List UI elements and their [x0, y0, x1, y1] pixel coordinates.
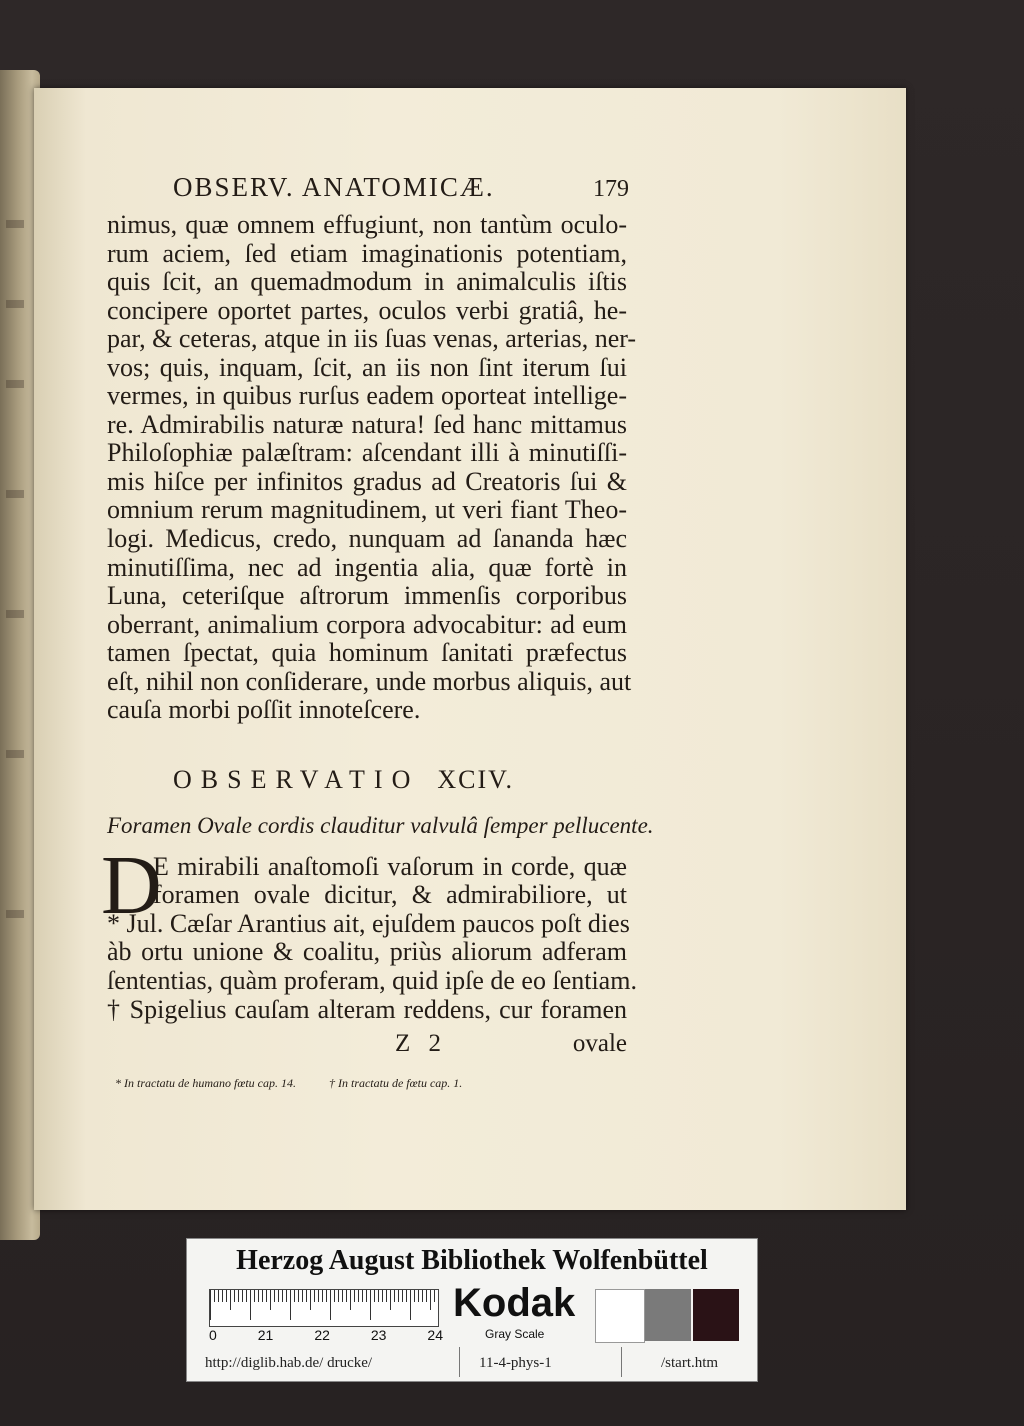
ruler-tick	[250, 1290, 251, 1320]
running-header	[173, 172, 629, 203]
ruler-tick	[358, 1290, 359, 1302]
ruler-tick	[406, 1290, 407, 1302]
text-line: nimus, quæ omnem effugiunt, non tantùm oculo-	[107, 210, 627, 239]
text-line: quis ſcit, an quemadmodum in animalculis iſtis	[107, 267, 627, 297]
text-line: * Jul. Cæſar Arantius ait, ejuſdem paucos poſt dies	[107, 908, 630, 938]
footnote-1: * In tractatu de humano fœtu cap. 14.	[115, 1076, 296, 1091]
ruler-tick	[314, 1290, 315, 1302]
text-line: eſt, nihil non conſiderare, unde morbus aliquis, aut	[107, 666, 632, 696]
text-line: Philoſophiæ palæſtram: aſcendant illi à minutiſſi-	[107, 438, 627, 468]
ruler-tick	[390, 1290, 391, 1310]
card-divider	[459, 1347, 460, 1377]
swatch-white	[595, 1289, 645, 1343]
ruler-tick	[350, 1290, 351, 1310]
header-title: OBSERV. ANATOMICÆ.	[173, 172, 495, 202]
text-line: oberrant, animalium corpora advocabitur: ad eum	[107, 609, 627, 639]
ruler-labels	[209, 1327, 443, 1343]
text-line: par, & ceteras, atque in iis ſuas venas, arterias, ner-	[107, 324, 637, 354]
ruler-tick	[418, 1290, 419, 1302]
page-text	[101, 172, 654, 1091]
ruler-tick	[370, 1290, 371, 1320]
text-line: † Spigelius cauſam alteram reddens, cur foramen	[107, 994, 627, 1024]
observation-subtitle: Foramen Ovale cordis clauditur valvulâ ſemper pellucente.	[107, 812, 654, 838]
ruler-label: 21	[257, 1327, 274, 1343]
text-line: concipere oportet partes, oculos verbi gratiâ, he-	[107, 295, 627, 325]
text-line: omnium rerum magnitudinem, ut veri fiant Theo-	[107, 495, 627, 525]
ruler-tick	[298, 1290, 299, 1302]
ruler-tick	[258, 1290, 259, 1302]
ruler-tick	[270, 1290, 271, 1310]
ruler-tick	[330, 1290, 331, 1320]
drop-cap: D	[101, 838, 162, 932]
ruler-tick	[394, 1290, 395, 1302]
ruler-tick	[294, 1290, 295, 1302]
ruler-tick	[410, 1290, 411, 1320]
signature-mark: Z 2	[395, 1030, 448, 1058]
card-divider	[621, 1347, 622, 1377]
color-calibration-card	[186, 1238, 758, 1382]
digital-library-url: http://diglib.hab.de/ drucke/	[205, 1355, 373, 1371]
ruler-tick	[322, 1290, 323, 1302]
kodak-logo: Kodak	[453, 1281, 576, 1325]
ruler-tick	[302, 1290, 303, 1302]
ruler	[209, 1289, 439, 1327]
observation-number: XCIV.	[437, 764, 515, 794]
ruler-tick	[274, 1290, 275, 1302]
gray-scale-label: Gray Scale	[485, 1327, 545, 1341]
ruler-tick	[398, 1290, 399, 1302]
ruler-tick	[318, 1290, 319, 1302]
ruler-tick	[214, 1290, 215, 1302]
ruler-tick	[430, 1290, 431, 1310]
swatch-dark	[693, 1289, 739, 1341]
ruler-tick	[286, 1290, 287, 1302]
ruler-tick	[326, 1290, 327, 1302]
footnotes	[115, 1076, 627, 1091]
ruler-tick	[402, 1290, 403, 1302]
ruler-tick	[354, 1290, 355, 1302]
ruler-tick	[426, 1290, 427, 1302]
paragraph-1	[107, 210, 637, 725]
page-number: 179	[593, 176, 629, 202]
text-line: cauſa morbi poſſit innoteſcere.	[107, 695, 421, 725]
ruler-tick	[234, 1290, 235, 1302]
text-line: minutiſſima, nec ad ingentia alia, quæ fortè in	[107, 552, 627, 582]
ruler-tick	[346, 1290, 347, 1302]
text-line: rum aciem, ſed etiam imaginationis potentiam,	[107, 238, 627, 268]
ruler-tick	[338, 1290, 339, 1302]
text-line: E mirabili anaſtomoſi vaſorum in corde, quæ	[153, 851, 627, 881]
ruler-tick	[414, 1290, 415, 1302]
ruler-tick	[382, 1290, 383, 1302]
ruler-label: 23	[370, 1327, 387, 1343]
swatch-gray	[645, 1289, 691, 1341]
ruler-tick	[378, 1290, 379, 1302]
ruler-tick	[290, 1290, 291, 1320]
ruler-tick	[266, 1290, 267, 1302]
catchword: ovale	[572, 1030, 627, 1058]
ruler-label: 22	[314, 1327, 330, 1343]
text-line: logi. Medicus, credo, nunquam ad ſananda hæc	[107, 524, 627, 554]
library-name: Herzog August Bibliothek Wolfenbüttel	[236, 1245, 708, 1276]
start-url: /start.htm	[661, 1355, 719, 1371]
ruler-tick	[226, 1290, 227, 1302]
ruler-tick	[262, 1290, 263, 1302]
text-line: àb ortu unione & coalitu, priùs aliorum adferam	[107, 937, 627, 967]
text-line: vermes, in quibus rurſus eadem oporteat intellige-	[107, 381, 627, 411]
ruler-tick	[242, 1290, 243, 1302]
ruler-label: 0	[209, 1327, 217, 1343]
ruler-tick	[282, 1290, 283, 1302]
text-line: re. Admirabilis naturæ natura! ſed hanc mittamus	[107, 409, 627, 439]
ruler-tick	[374, 1290, 375, 1302]
ruler-tick	[254, 1290, 255, 1302]
ruler-tick	[386, 1290, 387, 1302]
paragraph-2	[101, 838, 637, 1024]
ruler-tick	[230, 1290, 231, 1310]
ruler-tick	[362, 1290, 363, 1302]
ruler-tick	[310, 1290, 311, 1310]
ruler-tick	[342, 1290, 343, 1302]
text-line: mis hiſce per infinitos gradus ad Creatoris ſui &	[107, 466, 627, 496]
ruler-tick	[278, 1290, 279, 1302]
ruler-tick	[210, 1290, 211, 1320]
observation-heading	[173, 765, 627, 795]
ruler-tick	[434, 1290, 435, 1302]
ruler-tick	[222, 1290, 223, 1302]
text-line: foramen ovale dicitur, & admirabiliore, ut	[153, 880, 627, 910]
ruler-tick	[422, 1290, 423, 1302]
text-line: Luna, ceteriſque aſtrorum immenſis corporibus	[107, 581, 627, 611]
ruler-tick	[218, 1290, 219, 1302]
text-line: ſententias, quàm proferam, quid ipſe de eo ſentiam.	[107, 966, 637, 996]
ruler-tick	[366, 1290, 367, 1302]
shelfmark: 11-4-phys-1	[479, 1355, 552, 1371]
text-line: vos; quis, inquam, ſcit, an iis non ſint iterum ſui	[107, 352, 627, 382]
text-line: tamen ſpectat, quia hominum ſanitati præfectus	[107, 638, 627, 668]
footnote-2: † In tractatu de fœtu cap. 1.	[328, 1076, 463, 1091]
ruler-tick	[306, 1290, 307, 1302]
ruler-tick	[246, 1290, 247, 1302]
observation-label: OBSERVATIO	[173, 764, 420, 794]
ruler-tick	[334, 1290, 335, 1302]
ruler-label: 24	[427, 1327, 443, 1343]
ruler-tick	[238, 1290, 239, 1302]
signature-line	[107, 1030, 627, 1058]
